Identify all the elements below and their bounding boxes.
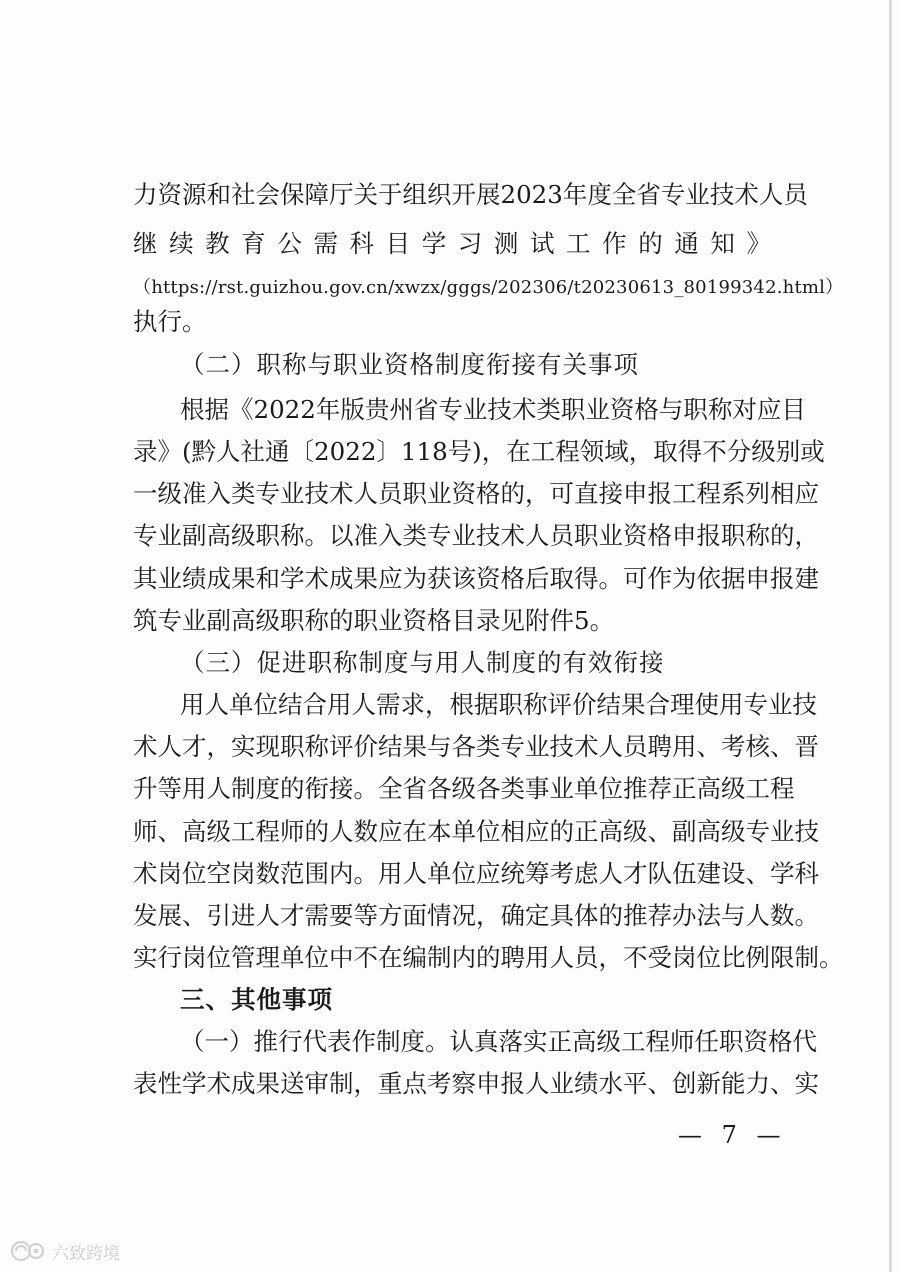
- text-line: 升等用人制度的衔接。全省各级各类事业单位推荐正高级工程: [133, 774, 795, 803]
- text-line: 师、高级工程师的人数应在本单位相应的正高级、副高级专业技: [133, 817, 819, 846]
- text-line: 一级准入类专业技术人员职业资格的，可直接申报工程系列相应: [133, 479, 819, 508]
- text-line: 根据《2022年版贵州省专业技术类职业资格与职称对应目: [180, 395, 806, 424]
- url-line: （https://rst.guizhou.gov.cn/xwzx/gggs/202306/t20230613_80199342.html）: [133, 277, 844, 298]
- text-line: 其业绩成果和学术成果应为获该资格后取得。可作为依据申报建: [133, 564, 819, 593]
- text-line: 用人单位结合用人需求，根据职称评价结果合理使用专业技: [180, 690, 817, 719]
- page-number: — 7 —: [678, 1121, 787, 1149]
- text-line: 执行。: [133, 307, 207, 336]
- text-line: 筑专业副高级职称的职业资格目录见附件5。: [133, 606, 615, 635]
- text-line: 术岗位空岗数范围内。用人单位应统筹考虑人才队伍建设、学科: [133, 859, 819, 888]
- watermark: [10, 1238, 120, 1264]
- text-line: 录》(黔人社通〔2022〕118号)，在工程领域，取得不分级别或: [133, 437, 825, 466]
- text-line: 表性学术成果送审制，重点考察申报人业绩水平、创新能力、实: [133, 1069, 819, 1098]
- text-line: 实行岗位管理单位中不在编制内的聘用人员，不受岗位比例限制。: [133, 943, 844, 972]
- text-line: 发展、引进人才需要等方面情况，确定具体的推荐办法与人数。: [133, 901, 819, 930]
- watermark-text: 六致跨境: [52, 1243, 120, 1264]
- page-edge-shadow: [889, 0, 892, 1272]
- section-heading: （三）促进职称制度与用人制度的有效衔接: [180, 648, 665, 677]
- chapter-heading: 三、其他事项: [180, 985, 333, 1014]
- text-line: 继续教育公需科目学习测试工作的通知》: [133, 229, 771, 258]
- text-line: 专业副高级职称。以准入类专业技术人员职业资格申报职称的，: [133, 521, 819, 550]
- brand-logo-icon: [10, 1238, 48, 1264]
- text-line: 术人才，实现职称评价结果与各类专业技术人员聘用、考核、晋: [133, 732, 819, 761]
- section-heading: （二）职称与职业资格制度衔接有关事项: [180, 350, 639, 379]
- text-line: 力资源和社会保障厅关于组织开展2023年度全省专业技术人员: [133, 180, 808, 209]
- text-line: （一）推行代表作制度。认真落实正高级工程师任职资格代: [180, 1027, 817, 1056]
